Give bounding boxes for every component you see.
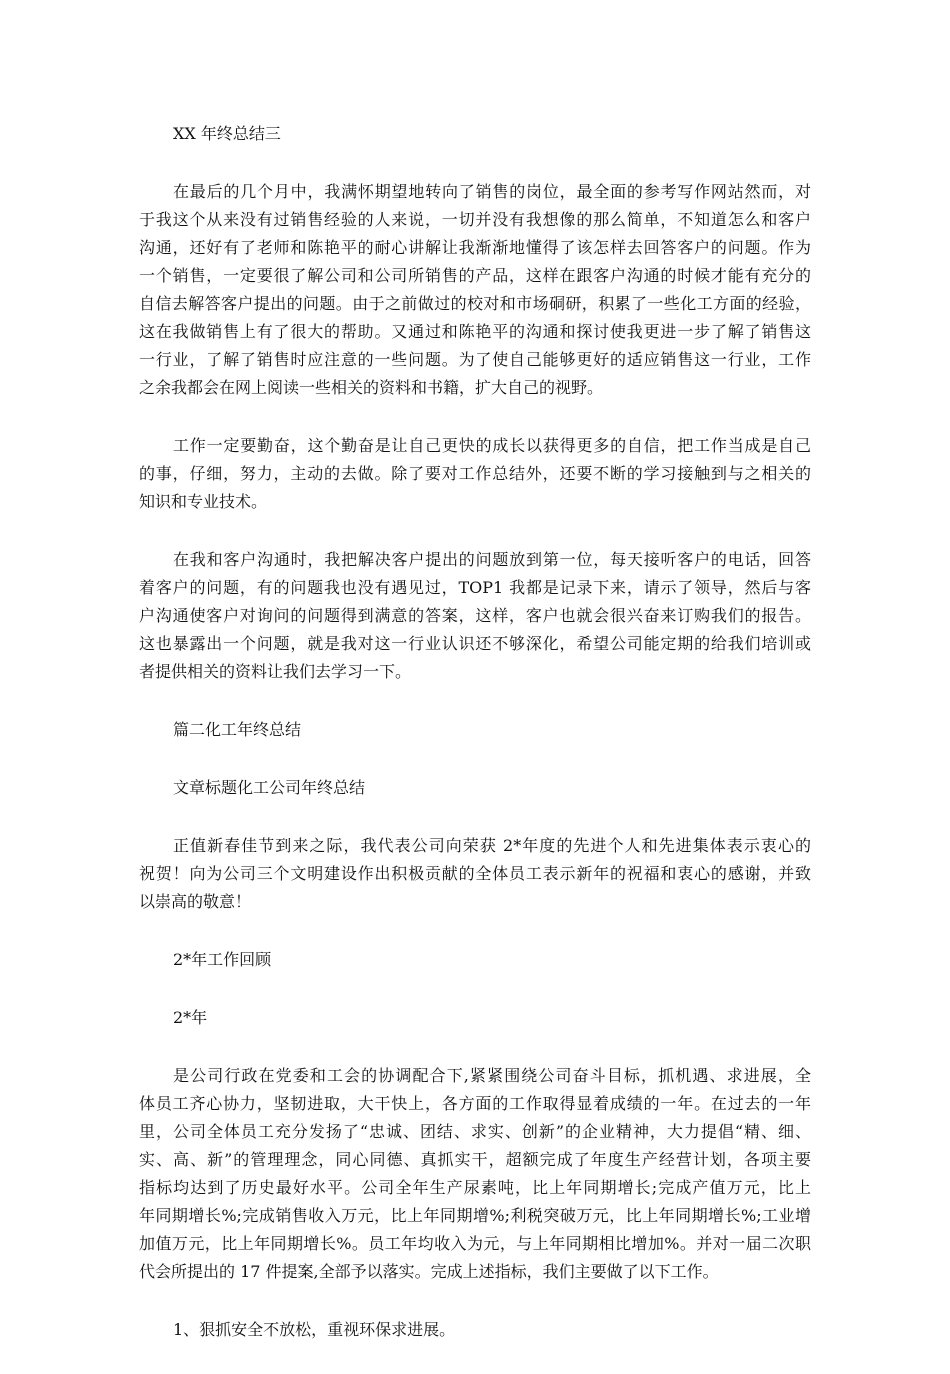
paragraph-line: 者提供相关的资料让我们去学习一下。 (139, 662, 412, 681)
paragraph-line: 自信去解答客户提出的问题。由于之前做过的校对和市场硐研，积累了一些化工方面的经验， (139, 294, 811, 313)
article-title (139, 774, 811, 802)
paragraph-line: 这在我做销售上有了很大的帮助。又通过和陈艳平的沟通和探讨使我更进一步了解了销售这 (139, 322, 811, 341)
heading-line: 文章标题化工公司年终总结 (173, 778, 366, 797)
paragraph-line: 加值万元，比上年同期增长%。员工年均收入为元，与上年同期相比增加%。并对一届二次职 (139, 1234, 811, 1253)
heading-line: 2*年 (173, 1008, 208, 1027)
paragraph-line: 着客户的问题，有的问题我也没有遇见过，TOP1 我都是记录下来，请示了领导，然后与客 (139, 578, 811, 597)
heading-line: XX 年终总结三 (173, 124, 281, 143)
paragraph-line: 工作一定要勤奋，这个勤奋是让自己更快的成长以获得更多的自信，把工作当成是自己 (173, 436, 811, 455)
paragraph-line: 一行业，了解了销售时应注意的一些问题。为了使自己能够更好的适应销售这一行业，工作 (139, 350, 811, 369)
paragraph-line: 指标均达到了历史最好水平。公司全年生产尿素吨，比上年同期增长;完成产值万元，比上 (139, 1178, 811, 1197)
paragraph-line: 户沟通使客户对询问的问题得到满意的答案，这样，客户也就会很兴奋来订购我们的报告。 (139, 606, 811, 625)
section-heading (139, 1004, 811, 1032)
body-paragraph (139, 178, 811, 402)
paragraph-line: 以崇高的敬意！ (139, 892, 252, 911)
paragraph-line: 实、高、新”的管理理念，同心同德、真抓实干，超额完成了年度生产经营计划，各项主要 (139, 1150, 811, 1169)
heading-line: 2*年工作回顾 (173, 950, 272, 969)
document-body (139, 120, 811, 1374)
section-heading (139, 1316, 811, 1344)
paragraph-line: 里，公司全体员工充分发扬了“忠诚、团结、求实、创新”的企业精神，大力提倡“精、细、 (139, 1122, 811, 1141)
section-heading (139, 716, 811, 744)
body-paragraph (139, 546, 811, 686)
paragraph-line: 代会所提出的 17 件提案,全部予以落实。完成上述指标，我们主要做了以下工作。 (139, 1262, 719, 1281)
paragraph-line: 在最后的几个月中，我满怀期望地转向了销售的岗位，最全面的参考写作网站然而，对 (173, 182, 811, 201)
paragraph-line: 一个销售，一定要很了解公司和公司所销售的产品，这样在跟客户沟通的时候才能有充分的 (139, 266, 811, 285)
section-heading (139, 120, 811, 148)
heading-line: 篇二化工年终总结 (173, 720, 302, 739)
paragraph-line: 沟通，还好有了老师和陈艳平的耐心讲解让我渐渐地懂得了该怎样去回答客户的问题。作为 (139, 238, 811, 257)
paragraph-line: 正值新春佳节到来之际，我代表公司向荣获 2*年度的先进个人和先进集体表示衷心的 (173, 836, 811, 855)
paragraph-line: 体员工齐心协力，坚韧进取，大干快上，各方面的工作取得显着成绩的一年。在过去的一年 (139, 1094, 811, 1113)
paragraph-line: 这也暴露出一个问题，就是我对这一行业认识还不够深化，希望公司能定期的给我们培训或 (139, 634, 811, 653)
body-paragraph (139, 832, 811, 916)
section-heading (139, 946, 811, 974)
paragraph-line: 的事，仔细，努力，主动的去做。除了要对工作总结外，还要不断的学习接触到与之相关的 (139, 464, 811, 483)
paragraph-line: 于我这个从来没有过销售经验的人来说，一切并没有我想像的那么简单，不知道怎么和客户 (139, 210, 811, 229)
paragraph-line: 之余我都会在网上阅读一些相关的资料和书籍，扩大自己的视野。 (139, 378, 604, 397)
paragraph-line: 年同期增长%;完成销售收入万元，比上年同期增%;利税突破万元，比上年同期增长%;工业增 (139, 1206, 811, 1225)
paragraph-line: 在我和客户沟通时，我把解决客户提出的问题放到第一位，每天接听客户的电话，回答 (173, 550, 811, 569)
paragraph-line: 祝贺！向为公司三个文明建设作出积极贡献的全体员工表示新年的祝福和衷心的感谢，并致 (139, 864, 811, 883)
paragraph-line: 知识和专业技术。 (139, 492, 268, 511)
body-paragraph (139, 1062, 811, 1286)
body-paragraph (139, 432, 811, 516)
paragraph-line: 是公司行政在党委和工会的协调配合下,紧紧围绕公司奋斗目标，抓机遇、求进展，全 (173, 1066, 811, 1085)
heading-line: 1、狠抓安全不放松，重视环保求进展。 (173, 1320, 456, 1339)
